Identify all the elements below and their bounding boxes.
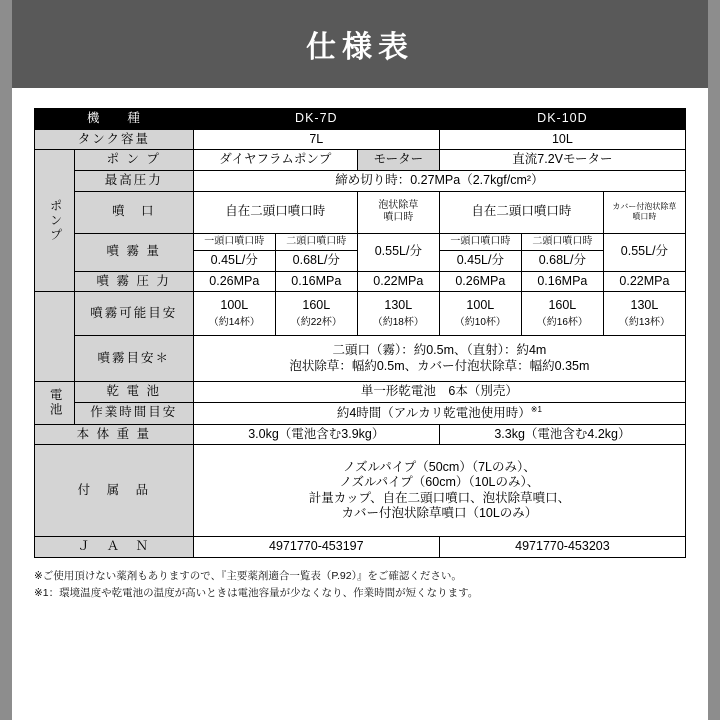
footnotes <box>34 568 686 602</box>
table-row-work-time <box>35 402 686 424</box>
spray-pressure-v5: 0.16MPa <box>521 271 603 292</box>
jan-dk7d: 4971770-453197 <box>193 537 439 558</box>
table-row-spray-pressure <box>35 271 686 292</box>
dry-battery-value: 単一形乾電池 6本（別売） <box>193 382 685 403</box>
page-title-bar <box>12 0 708 88</box>
group-label-pump-2 <box>35 292 75 382</box>
footnote-1: ※ご使用頂けない薬剤もありますので、『主要薬剤適合一覧表（P.92）』をご確認ください。 <box>34 569 462 582</box>
row-label-spray-capacity: 噴霧可能目安 <box>74 292 193 336</box>
spray-pressure-v4: 0.26MPa <box>439 271 521 292</box>
table-row-jan <box>35 537 686 558</box>
row-label-spray-guide: 噴霧目安＊ <box>74 336 193 382</box>
accessories-value: ノズルパイプ（50cm）（7Lのみ）、 ノズルパイプ（60cm）（10Lのみ）、 計量カップ、自在二頭口噴口、泡状除草噴口、 カバー付泡状除草噴口（10Lのみ） <box>193 445 685 537</box>
model-dk10d: DK-10D <box>439 109 685 130</box>
table-row-nozzle <box>35 191 686 233</box>
spray-guide-value: 二頭口（霧）：約0.5m、（直射）：約4m 泡状除草：幅約0.5m、カバー付泡状除草：幅約0.35m <box>193 336 685 382</box>
spray-amount-v2: 0.68L/分 <box>275 251 357 272</box>
table-row-model <box>35 109 686 130</box>
row-label-spray-amount: 噴 霧 量 <box>74 233 193 271</box>
spec-table-area <box>12 88 708 602</box>
work-time-value: 約4時間（アルカリ乾電池使用時）$^{※1}$ <box>193 402 685 424</box>
spray-amount-v3: 0.55L/分 <box>357 233 439 271</box>
row-label-model: 機 種 <box>35 109 194 130</box>
table-row-tank <box>35 129 686 150</box>
spray-amount-v4: 0.45L/分 <box>439 251 521 272</box>
table-row-spray-amount-sub <box>35 233 686 251</box>
nozzle-dk10d-a: 自在二頭口噴口時 <box>439 191 603 233</box>
spray-pressure-v6: 0.22MPa <box>603 271 685 292</box>
spray-capacity-v1: 100L （約14杯） <box>193 292 275 336</box>
row-label-weight: 本 体 重 量 <box>35 424 194 445</box>
spray-capacity-v2: 160L （約22杯） <box>275 292 357 336</box>
weight-dk10d: 3.3kg（電池含む4.2kg） <box>439 424 685 445</box>
table-row-max-pressure <box>35 170 686 191</box>
group-label-battery: 電池 <box>35 382 75 424</box>
footnote-2: ※1：環境温度や乾電池の温度が高いときは電池容量が少なくなり、作業時間が短くなります。 <box>34 586 479 599</box>
spray-capacity-v3: 130L （約18杯） <box>357 292 439 336</box>
nozzle-dk10d-b: カバー付泡状除草 噴口時 <box>603 191 685 233</box>
row-label-nozzle: 噴 口 <box>74 191 193 233</box>
spray-amount-sub-dk10d-2: 二頭口噴口時 <box>521 233 603 251</box>
model-dk7d: DK-7D <box>193 109 439 130</box>
table-row-weight <box>35 424 686 445</box>
jan-dk10d: 4971770-453203 <box>439 537 685 558</box>
weight-dk7d: 3.0kg（電池含む3.9kg） <box>193 424 439 445</box>
table-row-accessories <box>35 445 686 537</box>
spray-amount-sub-dk10d-1: 一頭口噴口時 <box>439 233 521 251</box>
row-label-work-time: 作業時間目安 <box>74 402 193 424</box>
page-title: 仕様表 <box>306 31 414 64</box>
spray-amount-v1: 0.45L/分 <box>193 251 275 272</box>
row-label-spray-pressure: 噴 霧 圧 力 <box>74 271 193 292</box>
row-label-tank: タンク容量 <box>35 129 194 150</box>
tank-dk7d: 7L <box>193 129 439 150</box>
spray-capacity-v5: 160L （約16杯） <box>521 292 603 336</box>
table-row-dry-battery <box>35 382 686 403</box>
spray-amount-v5: 0.68L/分 <box>521 251 603 272</box>
pump-dk10d: 直流7.2Vモーター <box>439 150 685 171</box>
table-row-spray-guide <box>35 336 686 382</box>
row-label-accessories: 付 属 品 <box>35 445 194 537</box>
nozzle-dk7d-b: 泡状除草 噴口時 <box>357 191 439 233</box>
spec-table <box>34 108 686 558</box>
spray-pressure-v1: 0.26MPa <box>193 271 275 292</box>
row-label-max-pressure: 最高圧力 <box>74 170 193 191</box>
nozzle-dk7d-a: 自在二頭口噴口時 <box>193 191 357 233</box>
row-label-jan: Ｊ Ａ Ｎ <box>35 537 194 558</box>
max-pressure-value: 締め切り時：0.27MPa（2.7kgf/cm²） <box>193 170 685 191</box>
pump-dk7d: ダイヤフラムポンプ <box>193 150 357 171</box>
spray-pressure-v2: 0.16MPa <box>275 271 357 292</box>
spray-pressure-v3: 0.22MPa <box>357 271 439 292</box>
spray-amount-sub-dk7d-1: 一頭口噴口時 <box>193 233 275 251</box>
spray-amount-v6: 0.55L/分 <box>603 233 685 271</box>
group-label-pump: ポンプ <box>35 150 75 292</box>
row-label-dry-battery: 乾 電 池 <box>74 382 193 403</box>
tank-dk10d: 10L <box>439 129 685 150</box>
table-row-spray-capacity <box>35 292 686 336</box>
pump-motor-label: モーター <box>357 150 439 171</box>
spray-capacity-v6: 130L （約13杯） <box>603 292 685 336</box>
row-label-pump: ポ ン プ <box>74 150 193 171</box>
spray-capacity-v4: 100L （約10杯） <box>439 292 521 336</box>
table-row-pump <box>35 150 686 171</box>
spray-amount-sub-dk7d-2: 二頭口噴口時 <box>275 233 357 251</box>
